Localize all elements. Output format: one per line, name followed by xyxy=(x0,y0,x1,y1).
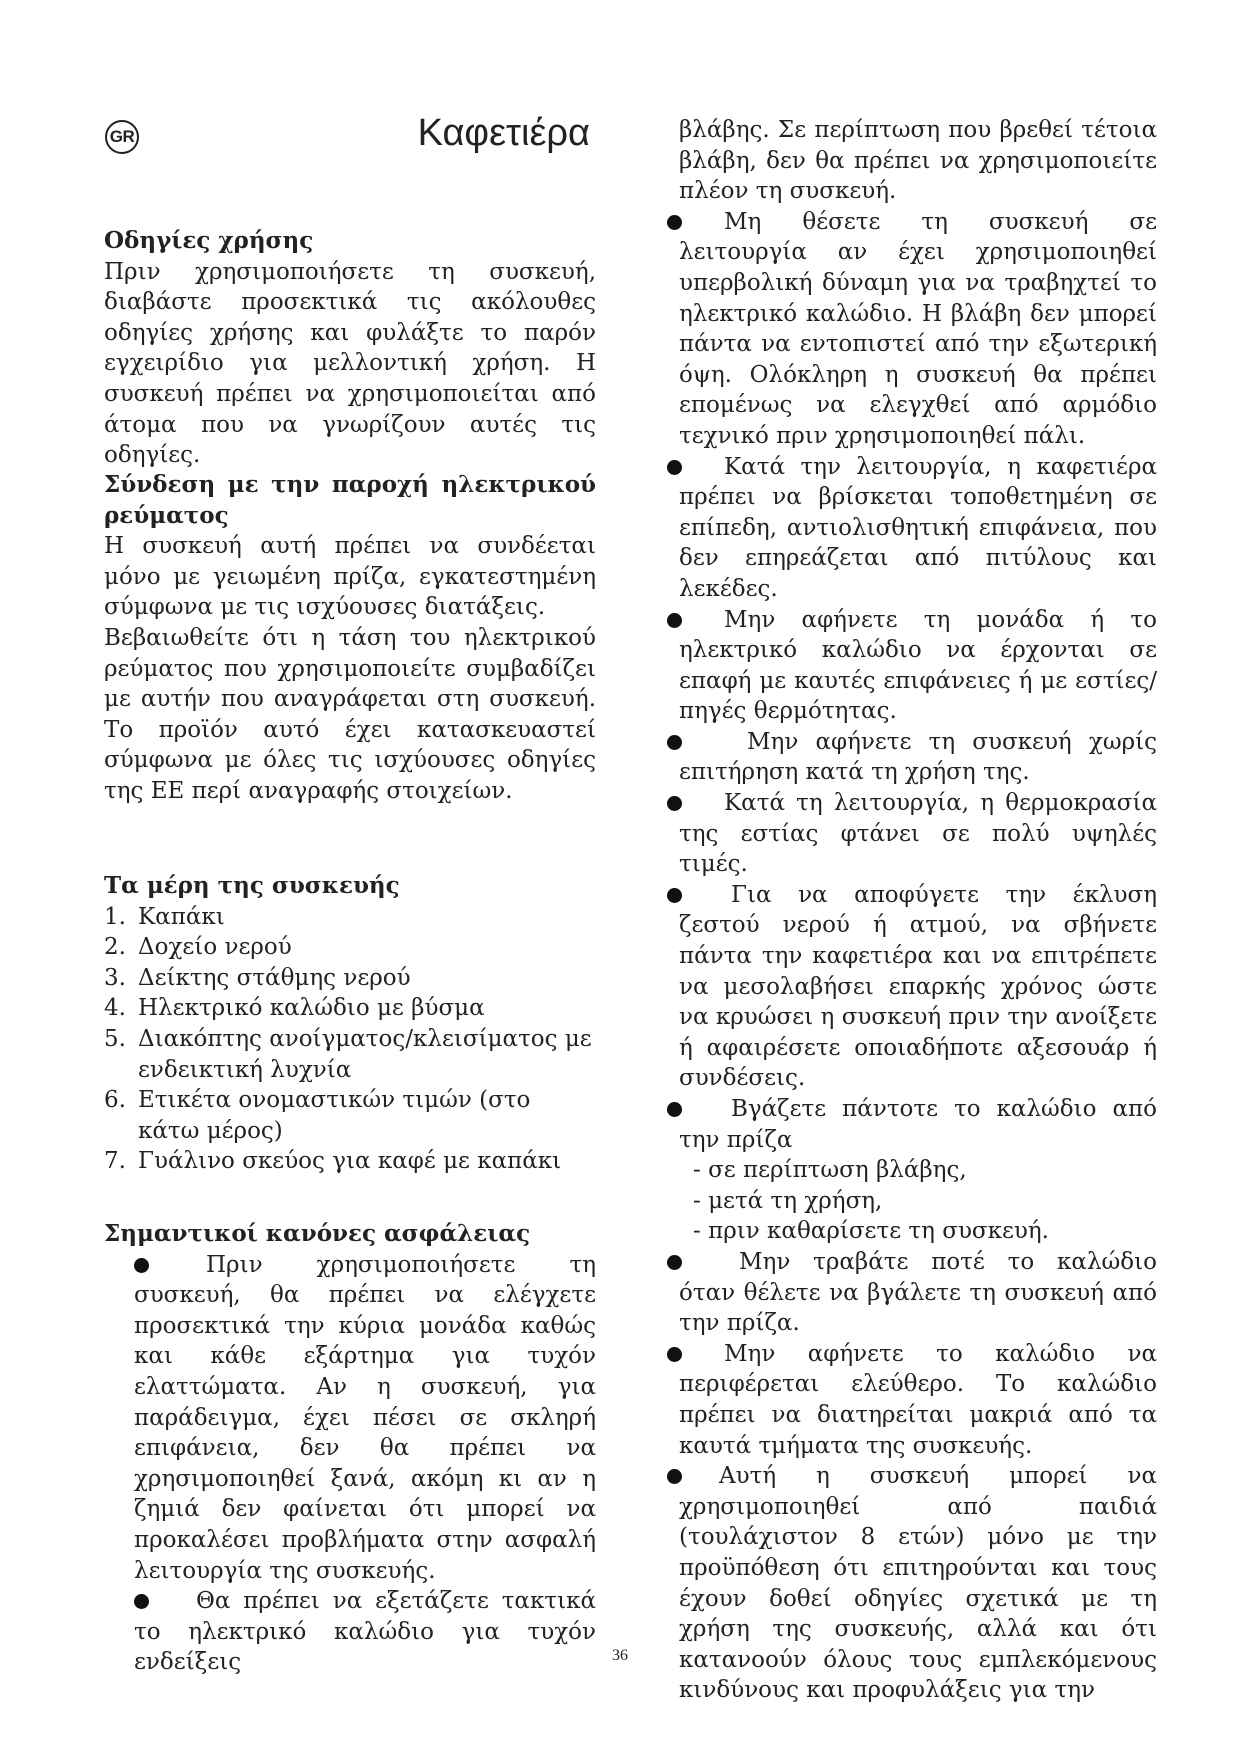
list-item-label: Καπάκι xyxy=(138,903,225,930)
parts-list xyxy=(104,902,596,1177)
list-item xyxy=(104,1024,596,1085)
usage-heading: Οδηγίες χρήσης xyxy=(104,227,314,254)
list-item xyxy=(104,1085,596,1146)
right-bullet-9-text: Μην αφήνετε το καλώδιο να περιφέρεται ελεύθερο. Το καλώδιο πρέπει να διατηρείται μακριά από τα καυτά τμήματα της συσκευής. xyxy=(679,1340,1157,1459)
parts-heading: Τα μέρη της συσκευής xyxy=(104,872,400,899)
unplug-case-2: - μετά τη χρήση, xyxy=(693,1187,883,1214)
right-bullet-1 xyxy=(679,207,1157,452)
list-item-number: 5. xyxy=(104,1025,126,1052)
list-item xyxy=(104,932,596,963)
list-item xyxy=(104,1146,596,1177)
right-bullet-2 xyxy=(679,452,1157,605)
list-item-label: Δοχείο νερού xyxy=(138,934,292,961)
right-bullet-3 xyxy=(679,605,1157,727)
right-bullet-10 xyxy=(679,1461,1157,1706)
right-bullet-4-text: Μην αφήνετε τη συσκευή χωρίς επιτήρηση κατά τη χρήση της. xyxy=(679,728,1157,786)
right-bullet-6-text: Για να αποφύγετε την έκλυση ζεστού νερού ή ατμού, να σβήνετε πάντα την καφετιέρα και να επιτρέπετε να μεσολαβήσει επαρκής χρόνος ώστε να κρυώσει η συσκευή πριν την ανοίξετε ή αφαιρέσετε οποιαδήποτε αξεσουάρ ή συνδέσεις. xyxy=(679,881,1157,1092)
safety-bullet-2 xyxy=(104,1586,596,1678)
right-bullet-7 xyxy=(679,1094,1157,1247)
safety-bullet-1 xyxy=(104,1250,596,1587)
list-item-number: 7. xyxy=(104,1148,126,1175)
usage-section xyxy=(104,226,596,471)
right-flow xyxy=(679,115,1157,1706)
right-bullet-1-text: Μη θέσετε τη συσκευή σε λειτουργία αν έχει χρησιμοποιηθεί υπερβολική δύναμη για να τραβηχτεί το ηλεκτρικό καλώδιο. Η βλάβη δεν μπορεί πάντα να εντοπιστεί από την εξωτερική όψη. Ολόκληρη η συσκευή θα πρέπει επομένως να ελεγχθεί από αρμόδιο τεχνικό πριν χρησιμοποιηθεί πάλι. xyxy=(679,208,1157,449)
safety-bullet-1-text: Πριν χρησιμοποιήσετε τη συσκευή, θα πρέπει να ελέγχετε προσεκτικά την κύρια μονάδα καθώς και κάθε εξάρτημα για τυχόν ελαττώματα. Αν η συσκευή, για παράδειγμα, έχει πέσει σε σκληρή επιφάνεια, δεν θα πρέπει να χρησιμοποιηθεί ξανά, ακόμη κι αν η ζημιά δεν φαίνεται ότι μπορεί να προκαλέσει προβλήματα στην ασφαλή λειτουργία της συσκευής. xyxy=(134,1251,596,1584)
page-title: Καφετιέρα xyxy=(417,112,590,154)
right-bullet-7-text: Βγάζετε πάντοτε το καλώδιο από την πρίζα xyxy=(679,1096,1157,1153)
right-bullet-3-text: Μην αφήνετε τη μονάδα ή το ηλεκτρικό καλώδιο να έρχονται σε επαφή με καυτές επιφάνειες ή με εστίες/πηγές θερμότητας. xyxy=(679,606,1157,725)
list-item xyxy=(104,902,596,933)
safety-section xyxy=(104,1219,596,1678)
list-item-number: 1. xyxy=(104,903,126,930)
safety-heading: Σημαντικοί κανόνες ασφάλειας xyxy=(104,1220,531,1247)
list-item-label: Δείκτης στάθμης νερού xyxy=(138,964,411,991)
list-item xyxy=(104,993,596,1024)
continuation-text: βλάβης. Σε περίπτωση που βρεθεί τέτοια βλάβη, δεν θα πρέπει να χρησιμοποιείτε πλέον τη συσκευή. xyxy=(679,117,1157,205)
connection-text-1: Η συσκευή αυτή πρέπει να συνδέεται μόνο με γειωμένη πρίζα, εγκατεστημένη σύμφωνα με τις ισχύουσες διατάξεις. xyxy=(104,533,596,621)
safety-bullet-2-text: Θα πρέπει να εξετάζετε τακτικά το ηλεκτρικό καλώδιο για τυχόν ενδείξεις xyxy=(134,1588,596,1676)
right-bullet-10-text: Αυτή η συσκευή μπορεί να χρησιμοποιηθεί από παιδιά (τουλάχιστον 8 ετών) μόνο με την προϋπόθεση ότι επιτηρούνται και τους έχουν δοθεί οδηγίες σχετικά με τη χρήση της συσκευής, αλλά και ότι κατανοούν όλους τους εμπλεκόμενους κινδύνους και προφυλάξεις για την xyxy=(679,1463,1157,1704)
page-number: 36 xyxy=(612,1647,628,1664)
right-bullet-5-text: Κατά τη λειτουργία, η θερμοκρασία της εστίας φτάνει σε πολύ υψηλές τιμές. xyxy=(679,790,1157,878)
unplug-case-3: - πριν καθαρίσετε τη συσκευή. xyxy=(693,1218,1049,1245)
right-bullet-6 xyxy=(679,880,1157,1094)
language-badge: GR xyxy=(105,120,139,154)
list-item-label: Ετικέτα ονομαστικών τιμών (στο κάτω μέρος) xyxy=(138,1087,531,1144)
right-bullet-9 xyxy=(679,1339,1157,1461)
unplug-case-1: - σε περίπτωση βλάβης, xyxy=(693,1157,967,1184)
list-item-label: Διακόπτης ανοίγματος/κλεισίματος με ενδεικτική λυχνία xyxy=(138,1025,592,1083)
list-item-label: Γυάλινο σκεύος για καφέ με καπάκι xyxy=(138,1148,562,1175)
list-item-number: 4. xyxy=(104,995,126,1022)
connection-text-2: Βεβαιωθείτε ότι η τάση του ηλεκτρικού ρεύματος που χρησιμοποιείτε συμβαδίζει με αυτήν που αναγράφεται στη συσκευή. Το προϊόν αυτό έχει κατασκευαστεί σύμφωνα με όλες τις ισχύουσες οδηγίες της ΕΕ περί αναγραφής στοιχείων. xyxy=(104,624,596,804)
list-item-number: 6. xyxy=(104,1087,126,1114)
list-item xyxy=(104,963,596,994)
list-item-number: 3. xyxy=(104,964,126,991)
right-bullet-5 xyxy=(679,788,1157,880)
right-bullet-2-text: Κατά την λειτουργία, η καφετιέρα πρέπει να βρίσκεται τοποθετημένη σε επίπεδη, αντιολισθητική επιφάνεια, που δεν επηρεάζεται από πιτύλους και λεκέδες. xyxy=(679,453,1157,602)
parts-section xyxy=(104,871,596,1177)
list-item-label: Ηλεκτρικό καλώδιο με βύσμα xyxy=(138,995,485,1022)
right-bullet-8-text: Μην τραβάτε ποτέ το καλώδιο όταν θέλετε να βγάλετε τη συσκευή από την πρίζα. xyxy=(679,1248,1157,1337)
list-item-number: 2. xyxy=(104,934,126,961)
right-bullet-8 xyxy=(679,1247,1157,1339)
connection-section xyxy=(104,470,596,807)
usage-text: Πριν χρησιμοποιήσετε τη συσκευή, διαβάστε προσεκτικά τις ακόλουθες οδηγίες χρήσης και φυλάξτε το παρόν εγχειρίδιο για μελλοντική χρήση. Η συσκευή πρέπει να χρησιμοποιείται από άτομα που να γνωρίζουν αυτές τις οδηγίες. xyxy=(104,258,596,469)
connection-heading: Σύνδεση με την παροχή ηλεκτρικού ρεύματος xyxy=(104,471,596,529)
right-bullet-4 xyxy=(679,727,1157,788)
